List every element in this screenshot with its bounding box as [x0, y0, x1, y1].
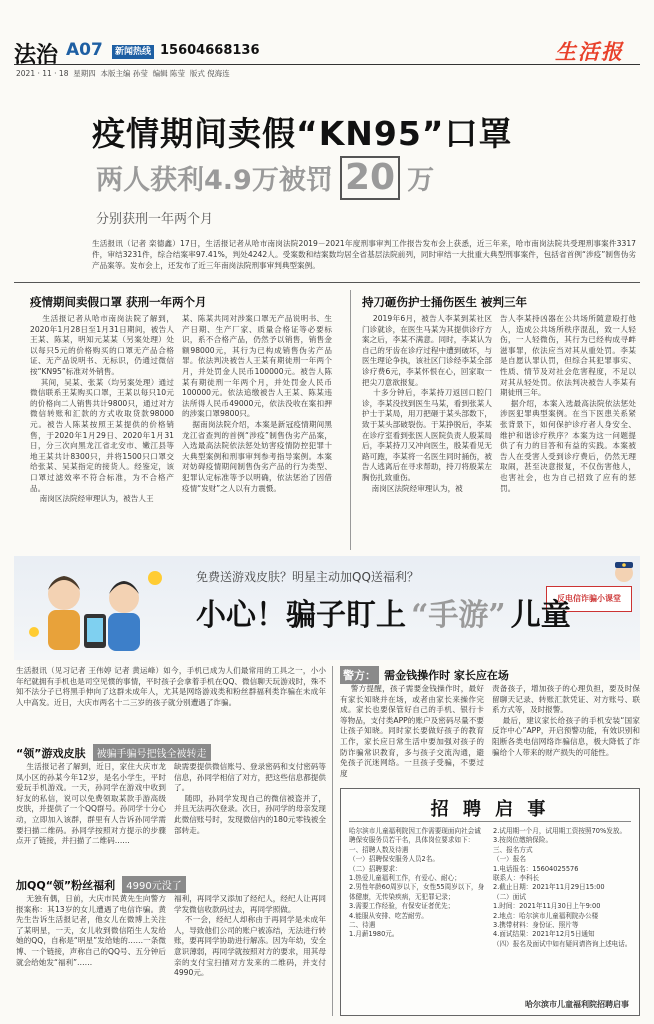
story1-col2: 某、陈某共同对涉案口罩无产品说明书、生产日期、生产厂家、质量合格证等必要标识，系不合格产品，仍然予以销售，销售金额98000元，其行为已构成销售伪劣产品罪。依法判决被告人王某有期徒刑一年两个月，并处罚金人民币100000元。被告人陈某有期徒刑一年两个月，并处罚金人民币100000元。依法追缴被告人王某、陈某违法所得人民币49000元，依法没收在案扣押的涉案口罩9800只。 据南岗法院介绍，本案是新冠疫情期间黑龙江省查判的首例“涉疫”制售伪劣产品案，入选最高法院依法惩处妨害疫情防控犯罪十大典型案例和刑事审判参考指导案例。本案对妨碍疫情期间制售伪劣产品的行为类型、犯罪认定标准等予以明确，依法惩治了因借疫情“发财”之人以有力震慑。 [182, 314, 333, 493]
lead-subhead-a: 两人获利4.9万被罚 [96, 165, 333, 196]
story2-col1: 2019年6月，被告人李某到某社区门诊就诊，在医生马某为其提供诊疗方案之后，李某不满意。同时，李某认为自己的牙齿在诊疗过程中遭到破坏，与医生理论争执，该社区门诊经李某全部诊疗费6元，李某怀恨在心，回家取一把尖刀意欲报复。 十多分钟后，李某持刀返回口腔门诊，李某没找到医生马某，看到张某人护士于某局，用刀把砸于某头部数下，致于某头部破裂伤。于某挣脱后，李某在诊疗室看到张医人医院负责人殷某局后，李某持刀又冲向医生，殷某看见无路可跑，李某将一名医生同时捅伤，被告人逃离后在寻求帮助，持刀将殷某左胸伤扎致重伤。 南岗区法院经审理认为，被 [362, 314, 493, 493]
kids-phone-illustration [24, 562, 174, 658]
police-col2: 责备孩子，增加孩子的心理负担，要及时保留聊天记录、转账汇款凭证、对方账号、联系方式等，及时报警。 最后，建议家长给孩子的手机安装“国家反诈中心”APP，开启预警功能，有效识别和阻断各类电信网络诈骗信息，极大降低了诈骗给个人带来的财产损失的可能性。 [492, 684, 640, 757]
hotline-label: 新闻热线 [112, 45, 154, 59]
masthead-logo: 生活报 [555, 39, 624, 64]
police-tag: 警方： [340, 666, 379, 684]
masthead [0, 0, 654, 78]
ad-footer: 哈尔滨市儿童福利院招聘启事 [525, 1000, 629, 1009]
story2-col2: 告人李某持凶器在公共场所随意殴打他人，造成公共场所秩序混乱，致一人轻伤，一人轻微伤，其行为已经构成寻衅滋事罪，依法应当对其从重处罚。李某是自愿认罪认罚，但综合其犯罪事实、性质、情节及对社会危害程度，不足以对其从轻处罚。依法判决被告人李某有期徒刑三年。 据介绍，本案入选最高法院依法惩处涉医犯罪典型案例。在当下医患关系紧张背景下，如何保护诊疗者人身安全、维护和谐诊疗秩序？本案为这一问题提供了有力的目答和有益的实践。本案被告人在受害人受到诊疗费后，仍然无理取闹，甚至决意报复，不仅伤害他人，也害社会，也为自己招致了应有的惩罚。 [500, 314, 637, 493]
story1 [14, 288, 344, 550]
sub1-col1: 生活报记者了解到，近日，家住大庆市龙凤小区的孙某今年12岁，是名小学生，平时爱玩手机游戏。一天，孙同学在游戏中收到好友的私信，说可以免费领取某款手游高级皮肤，并提供了一个QQ群号。孙同学十分心动，立即加入该群，群里有人告诉孙同学需要扫描二维码。孙同学按照对方提示的步骤点开了链接，并扫描了二维码…… [16, 762, 167, 846]
lead-subhead [96, 156, 434, 200]
feature-headline-b: “手游” [411, 598, 506, 633]
police-col1: 警方提醒，孩子需要金钱操作时，最好有家长知晓并在场，或者由家长来操作完成。家长也要保管好自己的手机、银行卡等物品，支付类APP的账户及密码尽量不要让孩子知晓。同时家长要做好孩子的教育工作，家长应日常生活中要加强对孩子的防诈骗常识教育，多与孩子交流沟通，避免孩子沉迷网络。一旦孩子受骗，不要过度 [340, 684, 485, 778]
hotline-number: 15604668136 [160, 43, 260, 58]
lead-rule [14, 282, 640, 283]
feature-headline [196, 590, 571, 634]
sub1-title: “领”游戏皮肤 [16, 747, 86, 760]
story2-title: 持刀砸伤护士捅伤医生 被判三年 [362, 295, 528, 309]
ad-col2: 2.试用期一个月，试用期工资按照70%发放。 3.按岗位缴纳保险。 三、报名方式 （一）报名 1.电话报名：15604025576 联系人：李科长 2.截止日期：2021年11月29日15:00 （二）面试 1.时间：2021年11月30日上午9:00 2.地点：哈尔滨市儿童福利院办公楼 3.携带材料：身份证、照片等 4.面试结果：2021年12月5日通知 （四）报名及面试中如有疑问请咨询上述电话。 [493, 827, 632, 948]
sub2-title: 加QQ“领”粉丝福利 [16, 879, 116, 892]
story1-title: 疫情期间卖假口罩 获刑一年两个月 [30, 295, 207, 309]
feature-kicker: 免费送游戏皮肤？明星主动加QQ送福利？ [196, 570, 419, 584]
sub2-col2: 福利，再同学又添加了经纪人，经纪人让再同学发微信收款码过去，再同学照做。 不一会，经纪人却称由于再同学是未成年人，导致他们公司的账户被冻结，无法进行转账，要再同学协助进行解冻。因为年幼，安全意识薄弱，再同学就按照对方的要求，用其母亲的支付宝扫描对方发来的二维码，并支付4990元。 [174, 894, 326, 978]
story2 [352, 288, 644, 550]
sub1-tag: 被骗手骗号把钱全被转走 [93, 744, 211, 761]
lead-headline: 疫情期间卖假“KN95”口罩 [92, 114, 513, 153]
page-number: A07 [66, 40, 103, 60]
lead-deck: 分别获刑一年两个月 [96, 212, 214, 227]
police-header [340, 664, 640, 684]
dateline: 2021 · 11 · 18 星期四 本版主编 孙莹 编辑 陈莹 版式 倪海连 [16, 69, 230, 78]
police-title: 需金钱操作时 家长应在场 [384, 669, 509, 682]
story1-col1: 生活报记者从哈市南岗法院了解到，2020年1月28日至1月31日期间，被告人王某、陈某，明知元某某（另案处理）处以每只5元的价格购买的口罩无产品合格证、无产品说明书、无标识，仍通过微信按“KN95”标准对外销售。 其间，吴某、张某（均另案处理）通过微信联系王某购买口罩，王某以每只10元的价格向二人销售共计9800只，通过对方微信转账和汇款的方式收取货款98000元。被告人陈某按照王某提供的价格销售，于2020年1月29日、2020年1月31日，分三次向黑龙江省北安市、嫩江县等地王某共计8300只，并将1500只口罩交给张某、吴某指定的接货人。经鉴定，该口罩过滤效率不符合标准，为不合格产品。 南岗区法院经审理认为，被告人王 [30, 314, 175, 504]
section-name: 法治 [14, 42, 59, 68]
feature-headline-c: 儿童 [510, 598, 571, 633]
masthead-rule [14, 64, 640, 65]
lead-story [0, 88, 654, 270]
sub2-tag: 4990元没了 [122, 876, 185, 893]
lead-subhead-big: 20 [340, 156, 400, 200]
ad-title: 招 聘 启 事 [430, 799, 550, 820]
sub1-col2: 缺需要提供微信账号、登录密码和支付密码等信息，孙同学相信了对方，把这些信息都提供了。 随即，孙同学发现自己的微信被盗并了，并且无法再次登录。次日，孙同学的母亲发现此微信账号时，发现微信内的180元零钱被全部转走。 [174, 762, 326, 835]
sub2-header [16, 874, 326, 893]
ad-col1: 哈尔滨市儿童福利院因工作需要现面向社会诚聘保安服务员若干名，具体岗位要求如下： 一、招聘人数及待遇 （一）招聘保安服务人员2名。 （二）招聘要求： 1.热爱儿童福利工作，有爱心、耐心； 2.男性年龄60周岁以下，女性55周岁以下，身体健康，无传染疾病，无犯罪记录； 3.需要工作经验，有保安证者优先； 4.能服从安排、吃苦耐劳。 二、待遇 1.月薪1980元。 [349, 827, 485, 939]
feature-divider [332, 666, 333, 1016]
police-mascot-icon [612, 560, 636, 586]
column-tag-text: 反电信诈骗小课堂 [557, 594, 621, 603]
feature-headline-a: 小心！骗子盯上 [196, 598, 406, 633]
feature-intro: 生活报讯（见习记者 王伟婷 记者 黄运峰）如今，手机已成为人们最常用的工具之一，小小年纪就拥有手机也是司空见惯的事情，平时孩子会拿着手机在QQ、微信聊天玩游戏时，殊不知不法分子已将黑手伸向了这群未成年人，尤其是网络游戏类和粉丝群福利类诈骗在未成年人中高发。近日，大庆市两名十二三岁的孩子就分别遭遇了诈骗。 [16, 666, 326, 707]
lead-subhead-b: 万 [407, 165, 435, 196]
story-divider [350, 290, 351, 550]
lead-intro: 生活报讯（记者 栾德鑫）17日，生活报记者从哈市南岗法院2019－2021年度刑事审判工作报告发布会上获悉，近三年来，哈市南岗法院共受理刑事案件3317件，审结3231件，综合结案率97.41%，判处4242人。受案数和结案数均居全省基层法院前列，同时审结一大批重大典型刑事案件，包括省首例“涉疫”制售伪劣产品案等。发布会上，还发布了近三年南岗法院刑事审判典型案例。 [92, 239, 636, 270]
ad-title-rule [349, 821, 631, 822]
sub1-header [16, 742, 326, 761]
sub2-col1: 无独有偶，日前，大庆市民黄先生向警方报案称：其13岁的女儿遭遇了电信诈骗。黄先生告诉生活报记者，他女儿在微博上关注了某明星，一天，女儿收到微信陌生人发给她的QQ，自称是“明星”发给她的……一条微博、一个链接，声称自己的QQ号、五分钟后就会给她发“福利”…… [16, 894, 167, 967]
recruitment-ad [340, 788, 640, 1016]
